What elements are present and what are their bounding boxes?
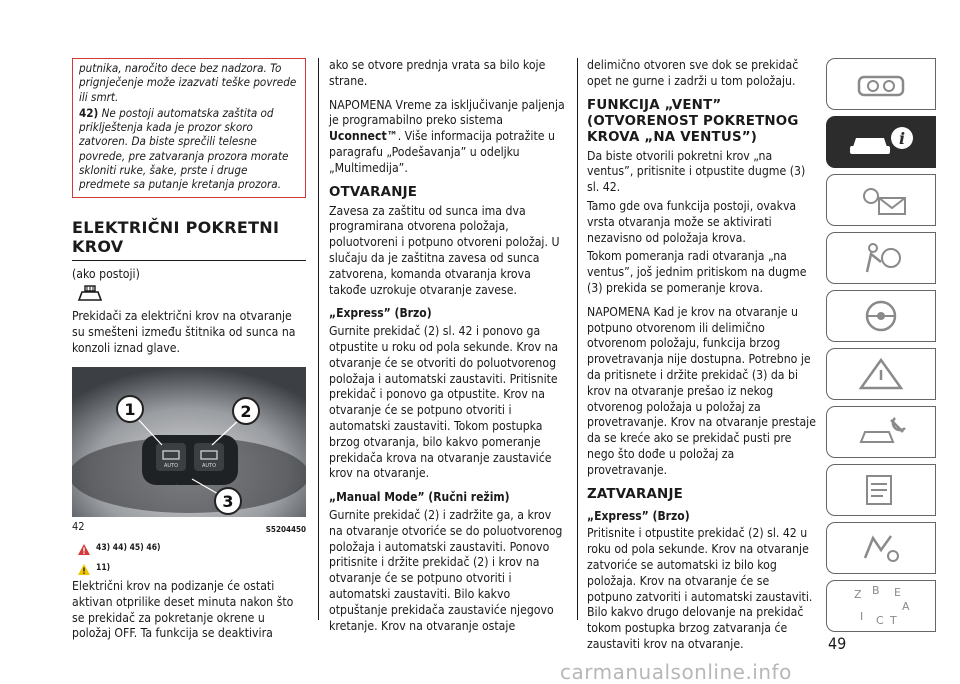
column-1 [72,58,306,650]
svg-text:Z: Z [854,588,862,601]
svg-text:C: C [876,614,884,627]
callout-2: 2 [240,401,252,421]
tab-driving[interactable] [826,290,936,342]
intro-paragraph: Prekidači za električni krov na otvaranje su smešteni između štitnika od sunca na konzoli iznad glave. [72,309,296,355]
section-title: ELEKTRIČNI POKRETNI KROV [72,218,306,261]
express-close-title: „Express” (Brzo) [587,508,690,523]
express-open-text: Gurnite prekidač (2) sl. 42 i ponovo ga otpustite u roku od pola sekunde. Krov na otvaranje će se otvoriti do poluotvorenog položaja i automatski zaustaviti. Pritisnite prekidač i ponovo ga otpustite. Krov na otvaranje će se potpuno otvoriti i automatski zaustaviti. Tokom postupka brzog otvaranja, bilo kakvo pomeranje prekidača krova na otvaranje zaustaviće krov na otvaranje. [329,324,559,481]
express-close-text: Pritisnite i otpustite prekidač (2) sl. 42 u roku od pola sekunde. Krov na otvaranje zatvoriće se automatski iz bilo kog položaja. Krov na otvaranje će se potpuno zatvoriti i automatski zaustaviti. Bilo kakvo drugo delovanje na prekidač tokom postupka brzog zatvaranja će zaustaviti krov na otvaranje. [587,526,813,651]
warning-text-1: putnika, naročito dece bez nadzora. To prignječenje može izazvati teške povrede ili smrt. [79,61,297,104]
column-divider-2 [577,58,578,620]
tab-car-info[interactable] [826,116,936,168]
caution-references: 11) [78,561,306,577]
heading-closing: ZATVARANJE [587,486,683,502]
figure-code: S5204450 [265,524,306,534]
chapter-tabs [826,58,936,638]
sunroof-icon [76,284,306,307]
vent-text-2: Tamo gde ova funkcija postoji, ovakva vrsta otvaranja može se aktivirati nezavisno od položaja krova. [587,198,797,245]
tab-dashboard[interactable] [826,58,936,110]
warning-references: 43) 44) 45) 46) [78,541,306,557]
deactivation-paragraph: Električni krov na podizanje će ostati aktivan otprilike deset minuta nakon što se prekidač za pokretanje okrene u položaj OFF. Ta funkcija se deaktivira [72,579,294,641]
car-info-icon [846,124,916,160]
sun-mail-icon [851,182,911,218]
button-auto-label-1: AUTO [163,462,179,469]
warning-box [72,58,306,198]
note-uconnect: NAPOMENA Vreme za isključivanje paljenja je programabilno preko sistema Uconnect™. Više informacija potražite u paragrafu „Podešavanja” u odeljku „Multimedija”. [329,97,565,175]
svg-text:A: A [902,600,910,613]
watermark: carmanualsonline.info [560,660,792,684]
column-divider-1 [318,58,319,620]
button-auto-label-2: AUTO [201,462,217,469]
vent-text-1: Da biste otvorili pokretni krov „na ventus”, pritisnite i otpustite dugme (3) sl. 42. [587,148,806,195]
warning-road-icon [851,356,911,392]
tab-multimedia[interactable] [826,522,936,574]
callout-1: 1 [124,399,136,419]
callout-3: 3 [222,491,234,511]
tab-emergency[interactable] [826,348,936,400]
car-dashboard-icon [851,67,911,101]
manual-mode-title: „Manual Mode” (Ručni režim) [329,490,510,505]
figure-caption [72,519,306,538]
warning-triangle-icon [78,544,90,555]
alphabet-index-icon [846,584,916,628]
svg-text:T: T [890,614,897,627]
door-paragraph: ako se otvore prednja vrata sa bilo koje strane. [329,58,546,88]
caution-triangle-icon [78,564,90,575]
svg-text:I: I [860,610,864,623]
wrench-car-icon [851,414,911,450]
airbag-person-icon [851,240,911,276]
opening-paragraph: Zavesa za zaštitu od sunca ima dva programirana otvorena položaja, poluotvoreni i potpuno otvoreni položaj. U slučaju da je zaštitna zavesa od sunca zatvorena, komanda otvaranja krova takođe uzrokuje otvaranje zavese. [329,203,560,297]
vent-text-3: Tokom pomeranja radi otvaranja „na ventus”, još jednim pritiskom na dugme (3) prekida se pomeranje krova. [587,249,807,295]
music-nav-icon [851,530,911,566]
svg-text:i: i [898,129,906,148]
figure-number: 42 [72,519,85,533]
if-present-label: (ako postoji) [72,266,140,281]
column-2 [329,58,567,642]
document-list-icon [851,472,911,508]
express-open-title: „Express” (Brzo) [329,306,432,321]
svg-text:E: E [894,586,901,599]
tab-technical[interactable] [826,464,936,516]
tab-index[interactable] [826,580,936,632]
column-3 [587,58,817,661]
heading-vent: FUNKCIJA „VENT” (OTVORENOST POKRETNOG KROVA „NA VENTUS”) [587,97,799,145]
tab-maintenance[interactable] [826,406,936,458]
warning-number-42: 42) [79,105,99,120]
tab-lights[interactable] [826,174,936,226]
warning-text-2: Ne postoji automatska zaštita od priklještenja kada je prozor skoro zatvoren. Da biste sprečili telesne povrede, pre zatvaranja prozora morate skloniti ruke, šake, prste i druge predmete sa putanje kretanja prozora. [79,105,289,192]
partial-open-paragraph: delimično otvoren sve dok se prekidač opet ne gurne i zadrži u tom položaju. [587,58,799,88]
overhead-console-photo [72,367,306,517]
manual-mode-text: Gurnite prekidač (2) i zadržite ga, a krov na otvaranje otvoriće se do poluotvorenog položaja i automatski zaustaviti. Ponovo pritisnite i držite prekidač (2) i krov na otvaranje će se potpuno otvoriti i automatski zaustaviti. Bilo kakvo otpuštanje prekidača zaustaviće njegovo kretanje. Krov na otvaranje ostaje [329,507,563,633]
heading-opening: OTVARANJE [329,184,418,200]
tab-safety[interactable] [826,232,936,284]
vent-note: NAPOMENA Kad je krov na otvaranje u potpuno otvorenom ili delimično otvorenom položaju, funkcija brzog provetravanja nije dostupna. Potrebno je da pritisnete i držite prekidač (3) da bi krov na otvaranje prešao iz nekog otvorenog položaja u položaj za provetravanje. Krov na otvaranje prestaje da se kreće ako se prekidač pusti pre nego što dođe u položaj za provetravanje. [587,304,816,477]
svg-text:B: B [872,584,880,597]
steering-wheel-icon [851,298,911,334]
page-number: 49 [828,634,847,653]
